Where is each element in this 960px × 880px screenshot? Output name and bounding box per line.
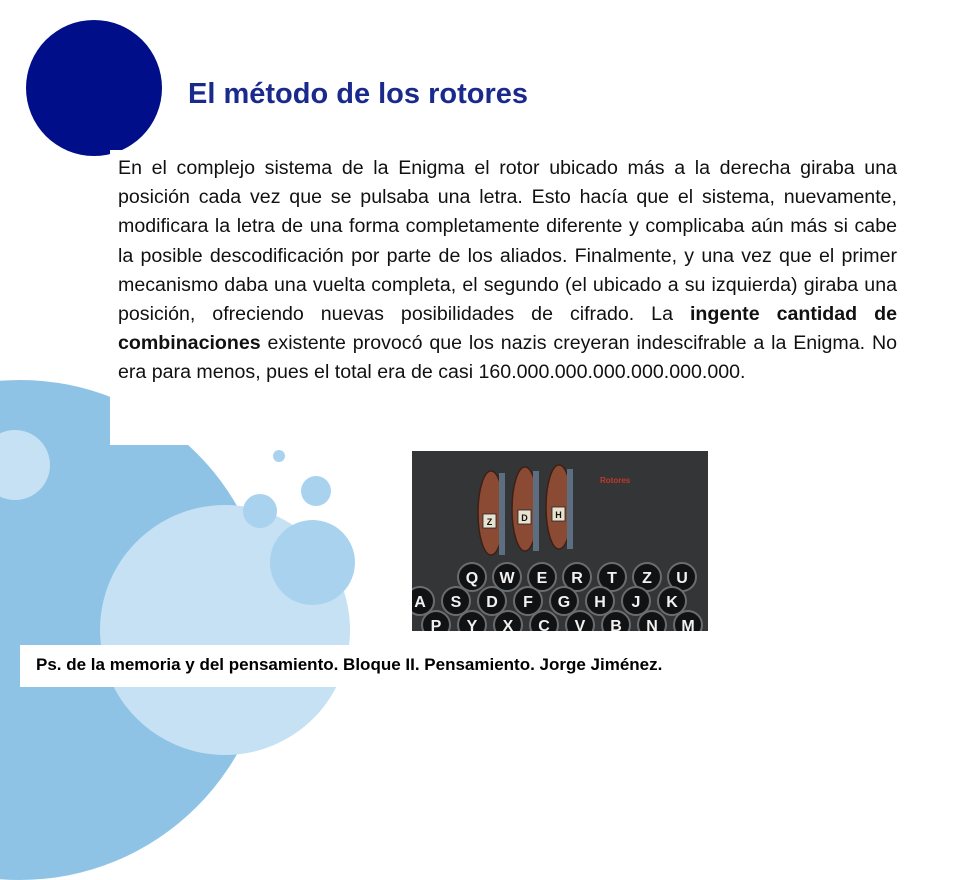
bubble-medium-decoration [243, 494, 277, 528]
bubble-tiny-decoration [273, 450, 285, 462]
rotor-right-letter: H [555, 510, 562, 520]
key-letter: C [538, 618, 550, 631]
body-text-box [110, 150, 910, 445]
key-letter: U [676, 570, 688, 587]
rotor-left [478, 471, 505, 555]
key-letter: R [571, 570, 583, 587]
footer-bar [20, 645, 940, 687]
key-letter: S [450, 594, 462, 611]
rotor-left-letter: Z [486, 517, 493, 527]
bubble-small-decoration [301, 476, 331, 506]
body-text-part1: En el complejo sistema de la Enigma el rotor ubicado más a la derecha giraba una posición cada vez que se pulsaba una letra. Esto hacía que el sistema, nuevamente, modificara la letra de una forma completamente diferente y complicaba aún más si cabe la posible descodificación por parte de los aliados. Finalmente, y una vez que el primer mecanismo daba una vuelta completa, el segundo (el ubicado a su izquierda) giraba una posición, ofreciendo nuevas posibilidades de cifrado. La [118, 157, 897, 326]
rotors-label: Rotores [600, 476, 631, 485]
key-letter: A [414, 594, 426, 611]
key-letter: F [523, 594, 533, 611]
body-paragraph [118, 154, 897, 388]
key-letter: P [430, 618, 442, 631]
key-letter: N [646, 618, 658, 631]
body-text-part2: existente provocó que los nazis creyeran indescifrable a la Enigma. No era para menos, pues el total era de casi 160.000.000.000.000.000.000. [118, 332, 897, 384]
key-letter: B [610, 618, 622, 631]
key-letter: E [536, 570, 548, 587]
key-letter: V [574, 618, 586, 631]
enigma-illustration [412, 451, 708, 631]
key-letter: M [681, 618, 695, 631]
key-letter: K [666, 594, 678, 611]
key-letter: D [486, 594, 498, 611]
key-letter: Z [642, 570, 652, 587]
key-letter: W [499, 570, 515, 587]
key-letter: J [631, 594, 641, 611]
rotor-middle [512, 467, 539, 551]
key-letter: X [502, 618, 514, 631]
bubble-lower-decoration [270, 520, 355, 605]
key-letter: H [594, 594, 606, 611]
navy-circle-decoration [26, 20, 162, 156]
rotor-middle-letter: D [521, 513, 528, 523]
key-letter: Q [465, 570, 479, 587]
key-letter: Y [466, 618, 478, 631]
key-letter: T [607, 570, 617, 587]
key-letter: G [557, 594, 571, 611]
slide-title: El método de los rotores [188, 78, 528, 110]
enigma-rotors-image [412, 451, 708, 631]
rotor-right [546, 465, 573, 549]
body-text-bold: ingente cantidad de combinaciones [118, 303, 897, 355]
footer-text: Ps. de la memoria y del pensamiento. Bloque II. Pensamiento. Jorge Jiménez. [36, 655, 663, 674]
